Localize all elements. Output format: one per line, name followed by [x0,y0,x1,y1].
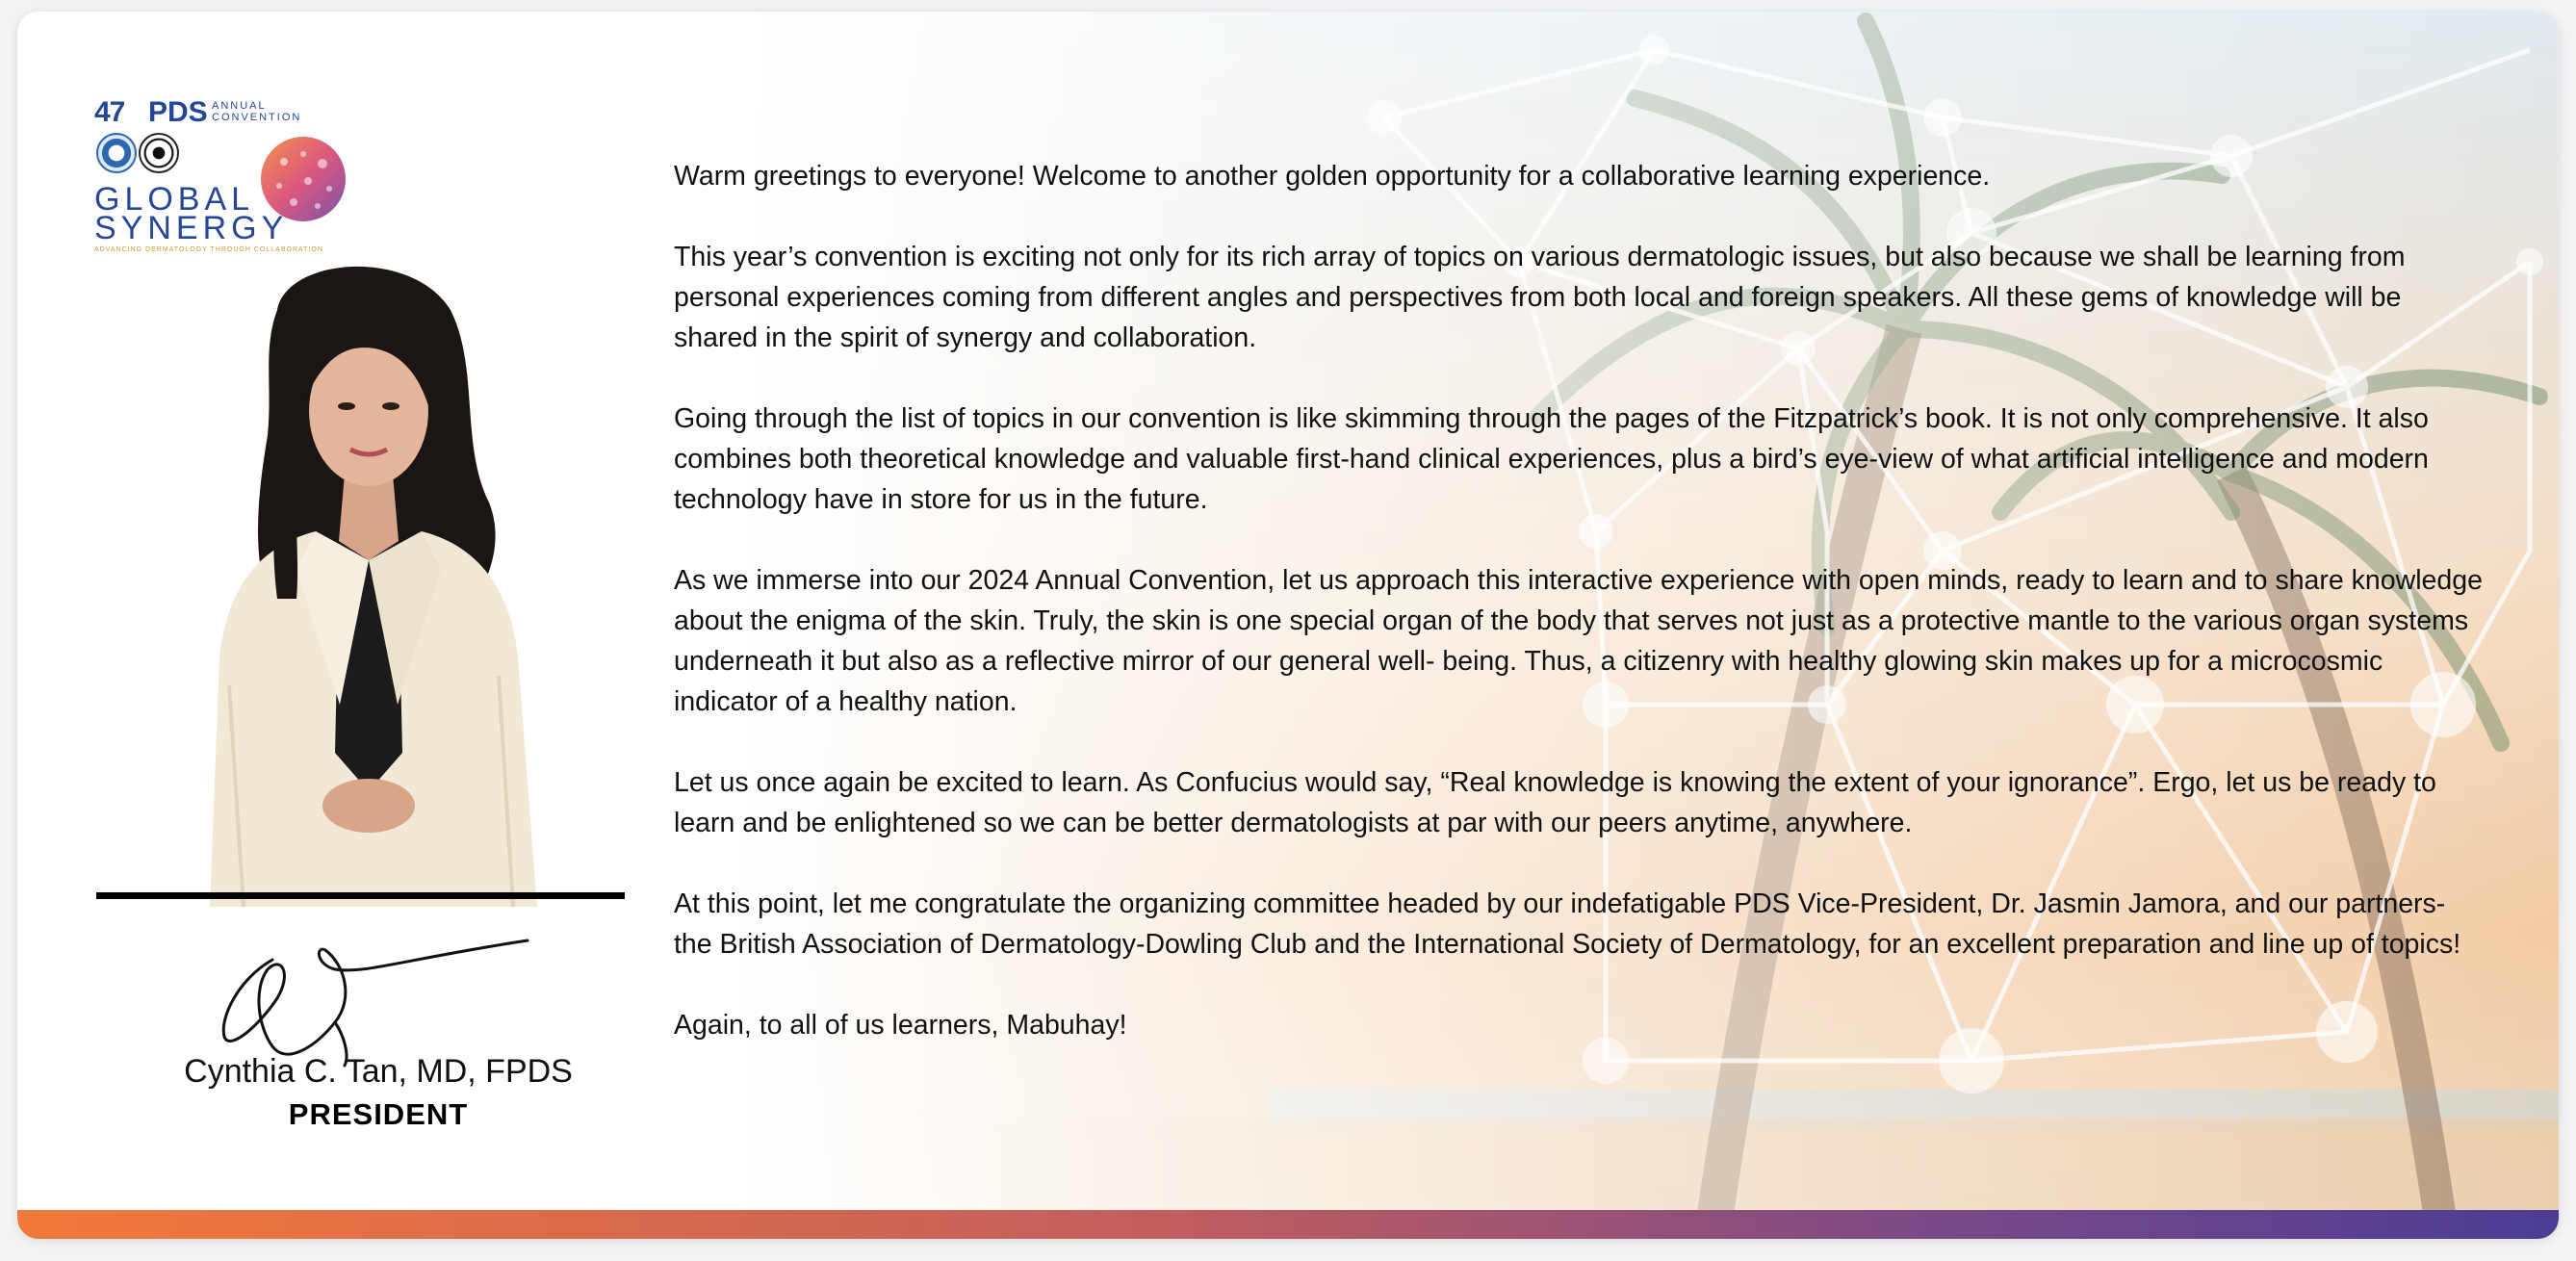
message-paragraph: Again, to all of us learners, Mabuhay! [674,1010,1127,1041]
gradient-footer-bar [17,1210,2559,1239]
logo-org: PDS [148,96,208,128]
message-paragraph: Going through the list of topics in our convention is like skimming through the pages of the Fitzpatrick’s book. It is not only comprehensive. It also combines both theoretical knowledge and valuable first-hand clinical experiences, plus a bird’s eye-view of what artificial intelligence and modern technology have in store for us in the future. [674,403,2429,515]
logo-annual-convention [212,100,301,123]
logo-convention-text: CONVENTION [212,112,302,123]
logo-annual-text: ANNUAL [212,100,267,112]
message-paragraph: Let us once again be excited to learn. As Confucius would say, “Real knowledge is knowing the extent of your ignorance”. Ergo, let us be ready to learn and be enlightened so we can be better dermatologists at par with our peers anytime, anywhere. [674,767,2436,838]
message-card [17,12,2559,1239]
logo-number: 47 [94,96,125,128]
welcome-message [674,156,2484,1086]
message-paragraph: As we immerse into our 2024 Annual Convention, let us approach this interactive experience with open minds, ready to learn and to share knowledge about the enigma of the skin. Truly, the skin is one special organ of the body that serves not just as a protective mantle to the various organ systems underneath it but also as a reflective mirror of our general well- being. Thus, a citizenry with healthy glowing skin makes up for a microcosmic indicator of a healthy nation. [674,565,2483,717]
partner-seal-icon [139,133,179,173]
pds-seal-icon [96,133,137,173]
message-paragraph: At this point, let me congratulate the organizing committee headed by our indefatigable PDS Vice-President, Dr. Jasmin Jamora, and our partners- the British Association of Dermatology-Dowling Club and the International Society of Dermatology, for an excellent preparation and line up of topics! [674,888,2461,960]
president-portrait [171,252,576,907]
message-paragraph: This year’s convention is exciting not only for its rich array of topics on various dermatologic issues, but also because we shall be learning from personal experiences coming from different angles and perspectives from both local and foreign speakers. All these gems of knowledge will be shared in the spirit of synergy and collaboration. [674,242,2406,353]
convention-logo [94,87,354,253]
logo-tagline: ADVANCING DERMATOLOGY THROUGH COLLABORATION [94,246,323,253]
signatory-title: PRESIDENT [288,1097,469,1131]
signatory-name: Cynthia C. Tan, MD, FPDS [184,1053,573,1090]
portrait-divider [96,892,625,899]
logo-line2: SYNERGY [94,210,289,246]
message-paragraph: Warm greetings to everyone! Welcome to another golden opportunity for a collaborative learning experience. [674,161,1991,192]
logo-line1: GLOBAL [94,181,255,218]
